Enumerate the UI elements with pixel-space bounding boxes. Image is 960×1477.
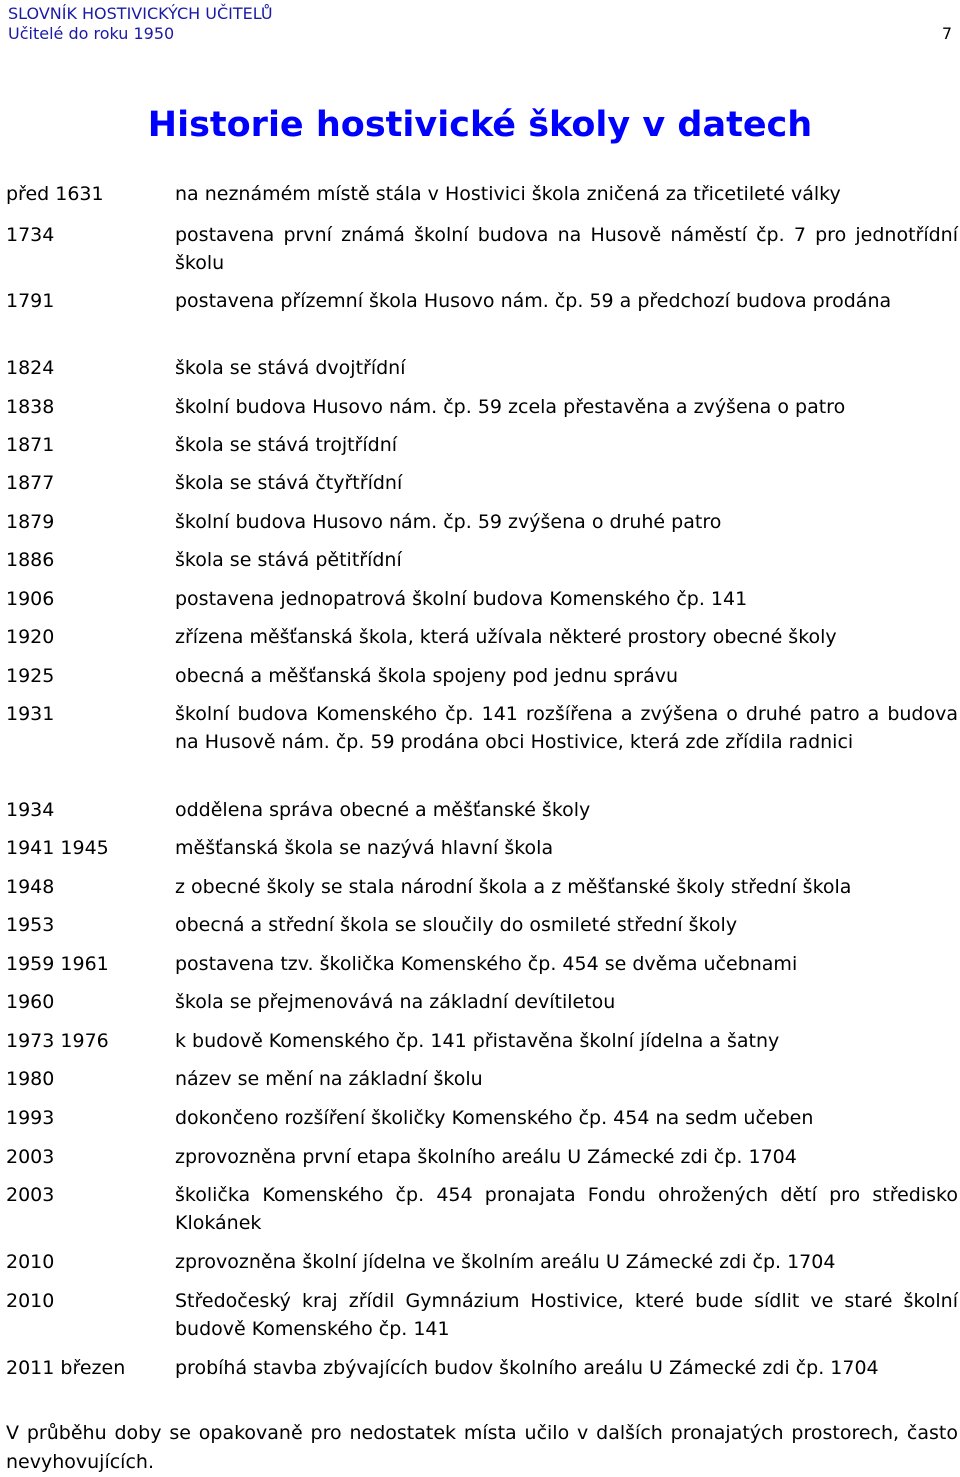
entry-year: 1886	[6, 549, 55, 571]
entry-year: 2003	[6, 1184, 55, 1206]
entry-text: na neznámém místě stála v Hostivici škola zničená za třicetileté války	[175, 183, 841, 205]
header-section-title: Učitelé do roku 1950	[8, 24, 175, 43]
entry-text: probíhá stavba zbývajících budov školního areálu U Zámecké zdi čp. 1704	[175, 1357, 879, 1379]
page-header	[8, 4, 958, 44]
entry-year: 2003	[6, 1146, 55, 1168]
entry-year: 1973 1976	[6, 1030, 109, 1052]
entry-text: obecná a měšťanská škola spojeny pod jednu správu	[175, 665, 679, 687]
entry-text: postavena tzv. školička Komenského čp. 454 se dvěma učebnami	[175, 953, 798, 975]
entry-text: zprovozněna první etapa školního areálu U Zámecké zdi čp. 1704	[175, 1146, 797, 1168]
entry-year: 1953	[6, 914, 55, 936]
entry-text: škola se stává trojtřídní	[175, 434, 398, 456]
entry-year: 1920	[6, 626, 55, 648]
entry-year: 2010	[6, 1251, 55, 1273]
entry-text: z obecné školy se stala národní škola a z měšťanské školy střední škola	[175, 876, 852, 898]
entry-text: název se mění na základní školu	[175, 1068, 483, 1090]
entry-year: 1959 1961	[6, 953, 109, 975]
entry-year: před 1631	[6, 183, 104, 205]
entry-text: dokončeno rozšíření školičky Komenského čp. 454 na sedm učeben	[175, 1107, 814, 1129]
entry-text: školní budova Husovo nám. čp. 59 zvýšena o druhé patro	[175, 511, 722, 533]
entry-year: 1877	[6, 472, 55, 494]
entry-year: 1871	[6, 434, 55, 456]
entry-year: 1934	[6, 799, 55, 821]
entry-year: 1980	[6, 1068, 55, 1090]
entry-year: 1993	[6, 1107, 55, 1129]
closing-note: V průběhu doby se opakovaně pro nedostatek místa učilo v dalších pronajatých prostorech, často nevyhovujících.	[6, 1422, 958, 1473]
entry-text: Středočeský kraj zřídil Gymnázium Hostivice, které bude sídlit ve staré školní budově Komenského čp. 141	[175, 1290, 958, 1340]
entry-text: školička Komenského čp. 454 pronajata Fondu ohrožených dětí pro středisko Klokánek	[175, 1184, 958, 1234]
entry-text: zprovozněna školní jídelna ve školním areálu U Zámecké zdi čp. 1704	[175, 1251, 836, 1273]
entry-year: 1838	[6, 396, 55, 418]
entry-text: škola se stává dvojtřídní	[175, 357, 406, 379]
entry-text: postavena první známá školní budova na Husově náměstí čp. 7 pro jednotřídní školu	[175, 224, 958, 274]
entry-text: zřízena měšťanská škola, která užívala některé prostory obecné školy	[175, 626, 837, 648]
entry-year: 1734	[6, 224, 55, 246]
entry-text: oddělena správa obecné a měšťanské školy	[175, 799, 591, 821]
entry-text: škola se přejmenovává na základní devítiletou	[175, 991, 616, 1013]
entry-text: škola se stává pětitřídní	[175, 549, 402, 571]
entry-text: škola se stává čtyřtřídní	[175, 472, 403, 494]
page-title: Historie hostivické školy v datech	[147, 105, 813, 145]
entry-text: postavena přízemní škola Husovo nám. čp. 59 a předchozí budova prodána	[175, 290, 892, 312]
entry-text: obecná a střední škola se sloučily do osmileté střední školy	[175, 914, 738, 936]
entry-year: 1948	[6, 876, 55, 898]
entry-year: 1824	[6, 357, 55, 379]
entry-text: měšťanská škola se nazývá hlavní škola	[175, 837, 554, 859]
entry-text: školní budova Husovo nám. čp. 59 zcela přestavěna a zvýšena o patro	[175, 396, 846, 418]
page-number: 7	[941, 24, 952, 43]
entry-year: 1791	[6, 290, 55, 312]
entry-text: školní budova Komenského čp. 141 rozšířena a zvýšena o druhé patro a budova na Husově nám. čp. 59 prodána obci Hostivice, která zde zřídila radnici	[175, 703, 958, 753]
entry-year: 1960	[6, 991, 55, 1013]
entry-year: 1925	[6, 665, 55, 687]
entry-year: 1906	[6, 588, 55, 610]
header-dictionary-title: SLOVNÍK HOSTIVICKÝCH UČITELŮ	[8, 4, 273, 23]
entry-year: 2010	[6, 1290, 55, 1312]
entry-text: k budově Komenského čp. 141 přistavěna školní jídelna a šatny	[175, 1030, 780, 1052]
entry-year: 1879	[6, 511, 55, 533]
entry-year: 1931	[6, 703, 55, 725]
entry-year: 1941 1945	[6, 837, 109, 859]
entry-text: postavena jednopatrová školní budova Komenského čp. 141	[175, 588, 748, 610]
entry-year: 2011 březen	[6, 1357, 126, 1379]
